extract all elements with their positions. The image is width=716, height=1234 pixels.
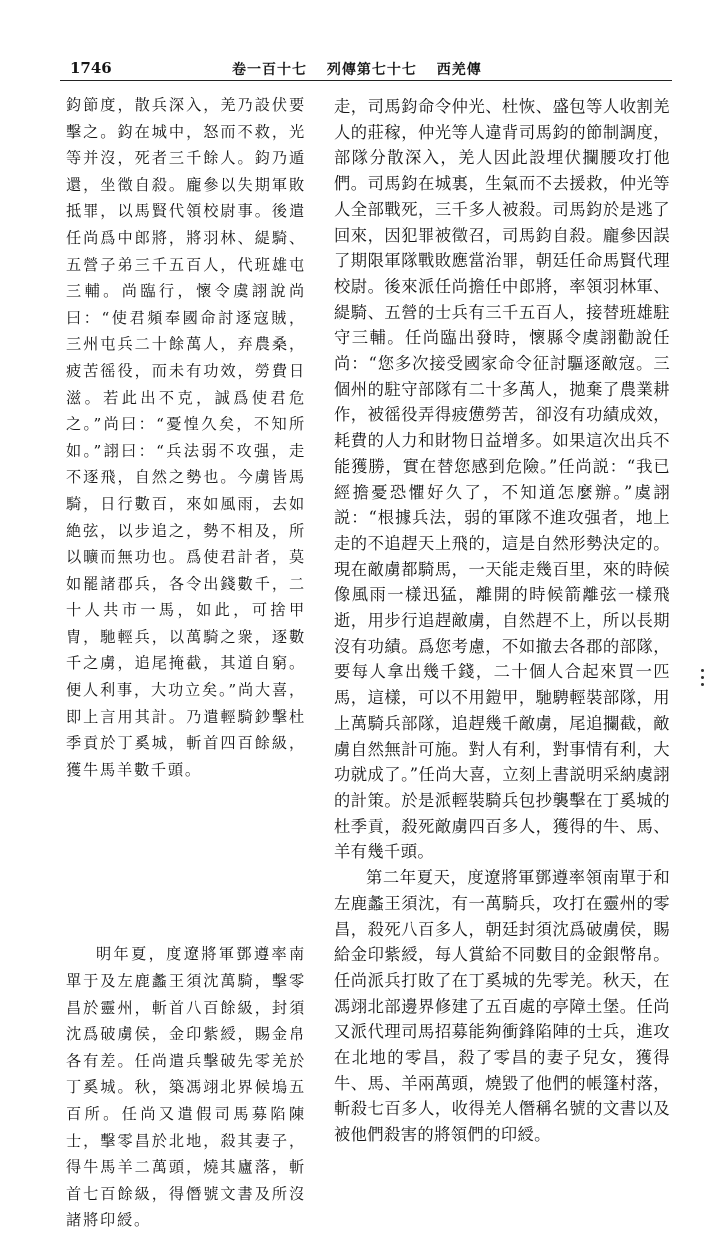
classical-paragraph-2: 明年夏，度遼將軍鄧遵率南單于及左鹿蠡王須沈萬騎，擊零昌於靈州，斬首八百餘級，封須沈爲破虜侯，金印紫綬，賜金帛各有差。任尚遣兵擊破先零羌於丁奚城。秋，築馮翊北界候塢五百所。任尚又遣假司馬募陷陳士，擊零昌於北地，殺其妻子，得牛馬羊二萬頭，燒其廬落，斬首七百餘級，得僭號文書及所沒諸將印綬。 <box>66 945 306 1230</box>
margin-binding-dots <box>700 669 706 690</box>
running-head-volume: 卷一百十七 <box>232 62 307 78</box>
translation-paragraph-1: 走，司馬鈞命令仲光、杜恢、盛包等人收割羌人的莊稼，仲光等人違背司馬鈞的節制調度，部隊分散深入，羌人因此設埋伏攔腰攻打他們。司馬鈞在城裏，生氣而不去援救，仲光等人全部戰死，三千多人被殺。司馬鈞於是逃了回來，因犯罪被徵召，司馬鈞自殺。龐參因誤了期限軍隊戰敗應當治罪，朝廷任命馬賢代理校尉。後來派任尚擔任中郎將，率領羽林軍、緹騎、五營的士兵有三千五百人，接替班雄駐守三輔。任尚臨出發時，懷縣令虞詡勸說任尚：“您多次接受國家命令征討驅逐敵寇。三個州的駐守部隊有二十多萬人，拋棄了農業耕作，被徭役弄得疲憊勞苦，卻沒有功績成效，耗費的人力和財物日益增多。如果這次出兵不能獲勝，實在替您感到危險。”任尚説：“我已經擔憂恐懼好久了，不知道怎麼辦。”虞詡説：“根據兵法，弱的軍隊不進攻强者，地上走的不追趕天上飛的，這是自然形勢決定的。現在敵虜都騎馬，一天能走幾百里，來的時候像風雨一樣迅猛，離開的時候箭離弦一樣飛逝，用步行追趕敵虜，自然趕不上，所以長期沒有功績。爲您考慮，不如撤去各郡的部隊，要每人拿出幾千錢，二十個人合起來買一匹馬，這樣，可以不用鎧甲，馳騁輕裝部隊，用上萬騎兵部隊，追趕幾千敵虜，尾追攔截，敵虜自然無計可施。對人有利，對事情有利，大功就成了。”任尚大喜，立刻上書説明采納虞詡的計策。於是派輕裝騎兵包抄襲擊在丁奚城的杜季貢，殺死敵虜四百多人，獲得的牛、馬、羊有幾千頭。 <box>334 97 670 862</box>
running-head-title: 西羌傳 <box>436 62 482 78</box>
page-number: 1746 <box>70 59 112 77</box>
classical-text-column <box>66 92 306 1234</box>
header-rule <box>60 80 672 81</box>
classical-paragraph-1: 鈞節度，散兵深入，羌乃設伏要擊之。鈞在城中，怒而不救，光等并沒，死者三千餘人。鈞乃遁還，坐徵自殺。龐參以失期軍敗抵罪，以馬賢代領校尉事。後遣任尚爲中郎將，將羽林、緹騎、五營子弟三千五百人，代班雄屯三輔。尚臨行，懷令虞詡說尚曰：“使君頻奉國命討逐寇賊，三州屯兵二十餘萬人，弃農桑，疲苦徭役，而未有功效，勞費日滋。若此出不克，誠爲使君危之。”尚曰：“憂惶久矣，不知所如。”詡曰：“兵法弱不攻强，走不逐飛，自然之勢也。今虜皆馬騎，日行數百，來如風雨，去如絶弦，以步追之，勢不相及，所以曠而無功也。爲使君計者，莫如罷諸郡兵，各令出錢數千，二十人共市一馬，如此，可捨甲冑，馳輕兵，以萬騎之衆，逐數千之虜，追尾掩截，其道自窮。便人利事，大功立矣。”尚大喜，即上言用其計。乃遣輕騎鈔擊杜季貢於丁奚城，斬首四百餘級，獲牛馬羊數千頭。 <box>66 96 306 779</box>
translation-paragraph-2: 第二年夏天，度遼將軍鄧遵率領南單于和左鹿蠡王須沈，有一萬騎兵，攻打在靈州的零昌，殺死八百多人，朝廷封須沈爲破虜侯，賜給金印紫綬，每人賞給不同數目的金銀幣帛。任尚派兵打敗了在丁奚城的先零羌。秋天，在馮翊北部邊界修建了五百處的亭障土堡。任尚又派代理司馬招募能夠衝鋒陷陣的士兵，進攻在北地的零昌，殺了零昌的妻子兒女，獲得牛、馬、羊兩萬頭，燒毀了他們的帳篷村落，斬殺七百多人，收得羌人僭稱名號的文書以及被他們殺害的將領們的印綬。 <box>334 868 670 1145</box>
running-head <box>232 59 496 79</box>
running-head-chapter: 列傳第七十七 <box>326 62 417 78</box>
translation-text-column <box>334 94 670 1148</box>
